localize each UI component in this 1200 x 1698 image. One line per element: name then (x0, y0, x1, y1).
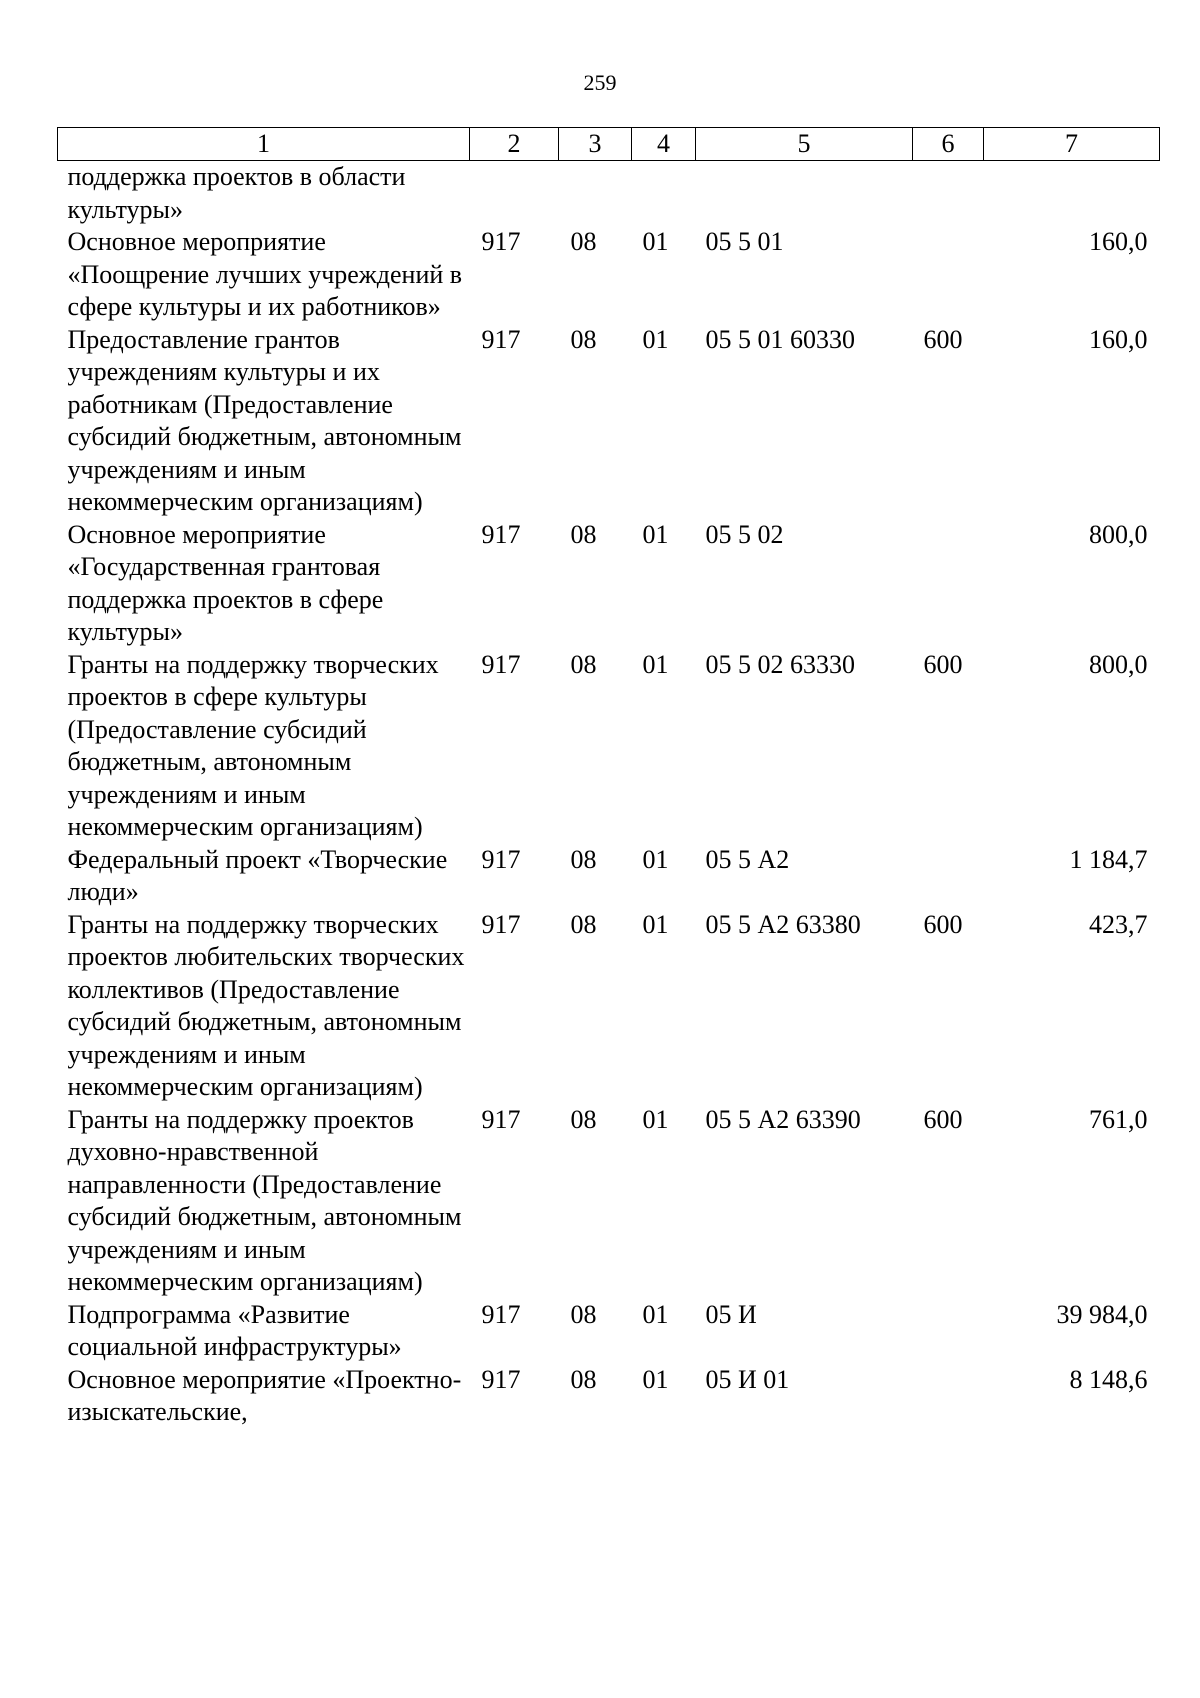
row-expense-type: 600 (923, 1104, 963, 1134)
row-amount: 1 184,7 (1069, 844, 1148, 874)
row-section: 08 (570, 649, 597, 679)
row-name: Гранты на поддержку проектов духовно-нравственной направленности (Предоставление субсидий бюджетным, автономным учреждениям и иным некоммерческим организациям) (67, 1104, 462, 1296)
table-row (58, 909, 1160, 1104)
row-code (470, 161, 559, 227)
row-subsection (632, 161, 696, 227)
row-target-article: 05 5 02 63330 (705, 649, 855, 679)
row-code: 917 (481, 649, 521, 679)
header-col-6: 6 (913, 128, 984, 161)
row-code: 917 (481, 1104, 521, 1134)
page-number: 259 (583, 70, 617, 95)
row-subsection: 01 (642, 324, 669, 354)
row-expense-type (913, 844, 984, 909)
row-expense-type: 600 (923, 324, 963, 354)
row-target-article: 05 И 01 (705, 1364, 790, 1394)
row-amount: 423,7 (1089, 909, 1148, 939)
row-section: 08 (570, 1104, 597, 1134)
row-target-article: 05 5 А2 (705, 844, 790, 874)
table-row (58, 1364, 1160, 1429)
row-name: Подпрограмма «Развитие социальной инфраструктуры» (67, 1299, 402, 1361)
row-code: 917 (481, 909, 521, 939)
row-code: 917 (481, 324, 521, 354)
row-subsection: 01 (642, 1364, 669, 1394)
row-section: 08 (570, 844, 597, 874)
table-row (58, 324, 1160, 519)
row-section (559, 161, 632, 227)
table-row (58, 519, 1160, 649)
row-expense-type: 600 (923, 909, 963, 939)
row-code: 917 (481, 519, 521, 549)
header-col-7: 7 (984, 128, 1160, 161)
row-amount: 160,0 (1089, 227, 1148, 256)
row-name: Основное мероприятие «Поощрение лучших учреждений в сфере культуры и их работников» (67, 227, 463, 321)
row-amount: 800,0 (1089, 519, 1148, 549)
row-target-article: 05 5 01 (705, 227, 784, 256)
row-target-article: 05 5 А2 63390 (705, 1104, 861, 1134)
table-row (58, 844, 1160, 909)
header-col-5: 5 (696, 128, 913, 161)
row-code: 917 (481, 844, 521, 874)
row-section: 08 (570, 519, 597, 549)
row-name: Основное мероприятие «Государственная грантовая поддержка проектов в сфере культуры» (67, 519, 384, 646)
row-code: 917 (481, 227, 521, 256)
row-expense-type (913, 226, 984, 324)
row-name: Предоставление грантов учреждениям культуры и их работникам (Предоставление субсидий бюджетным, автономным учреждениям и иным некоммерческим организациям) (67, 324, 462, 516)
row-name: Федеральный проект «Творческие люди» (67, 844, 448, 906)
table-row (58, 161, 1160, 227)
row-section: 08 (570, 227, 597, 256)
row-subsection: 01 (642, 519, 669, 549)
row-amount (984, 161, 1160, 227)
header-col-3: 3 (559, 128, 632, 161)
row-name: поддержка проектов в области культуры» (67, 162, 406, 224)
header-col-4: 4 (632, 128, 696, 161)
row-subsection: 01 (642, 844, 669, 874)
budget-table (57, 127, 1160, 1429)
row-subsection: 01 (642, 1104, 669, 1134)
row-subsection: 01 (642, 227, 669, 256)
row-target-article (696, 161, 913, 227)
row-section: 08 (570, 1364, 597, 1394)
row-target-article: 05 5 А2 63380 (705, 909, 861, 939)
row-name: Основное мероприятие «Проектно-изыскательские, (67, 1364, 462, 1426)
table-row (58, 1299, 1160, 1364)
row-amount: 8 148,6 (1069, 1364, 1148, 1394)
row-expense-type (913, 161, 984, 227)
table-header-row (58, 128, 1160, 161)
row-section: 08 (570, 1299, 597, 1329)
row-expense-type: 600 (923, 649, 963, 679)
row-amount: 800,0 (1089, 649, 1148, 679)
row-code: 917 (481, 1299, 521, 1329)
table-row (58, 649, 1160, 844)
row-subsection: 01 (642, 649, 669, 679)
row-section: 08 (570, 909, 597, 939)
row-name: Гранты на поддержку творческих проектов любительских творческих коллективов (Предоставление субсидий бюджетным, автономным учреждениям и иным некоммерческим организациям) (67, 909, 465, 1101)
row-subsection: 01 (642, 909, 669, 939)
row-subsection: 01 (642, 1299, 669, 1329)
row-amount: 761,0 (1089, 1104, 1148, 1134)
row-code: 917 (481, 1364, 521, 1394)
row-expense-type (913, 1299, 984, 1364)
row-expense-type (913, 1364, 984, 1429)
row-expense-type (913, 519, 984, 649)
table-row (58, 226, 1160, 324)
row-name: Гранты на поддержку творческих проектов в сфере культуры (Предоставление субсидий бюджетным, автономным учреждениям и иным некоммерческим организациям) (67, 649, 439, 841)
table-row (58, 1104, 1160, 1299)
row-section: 08 (570, 324, 597, 354)
row-amount: 39 984,0 (1056, 1299, 1148, 1329)
header-col-1: 1 (58, 128, 470, 161)
row-target-article: 05 И (705, 1299, 757, 1329)
row-target-article: 05 5 01 60330 (705, 324, 855, 354)
row-amount: 160,0 (1089, 324, 1148, 354)
header-col-2: 2 (470, 128, 559, 161)
row-target-article: 05 5 02 (705, 519, 784, 549)
